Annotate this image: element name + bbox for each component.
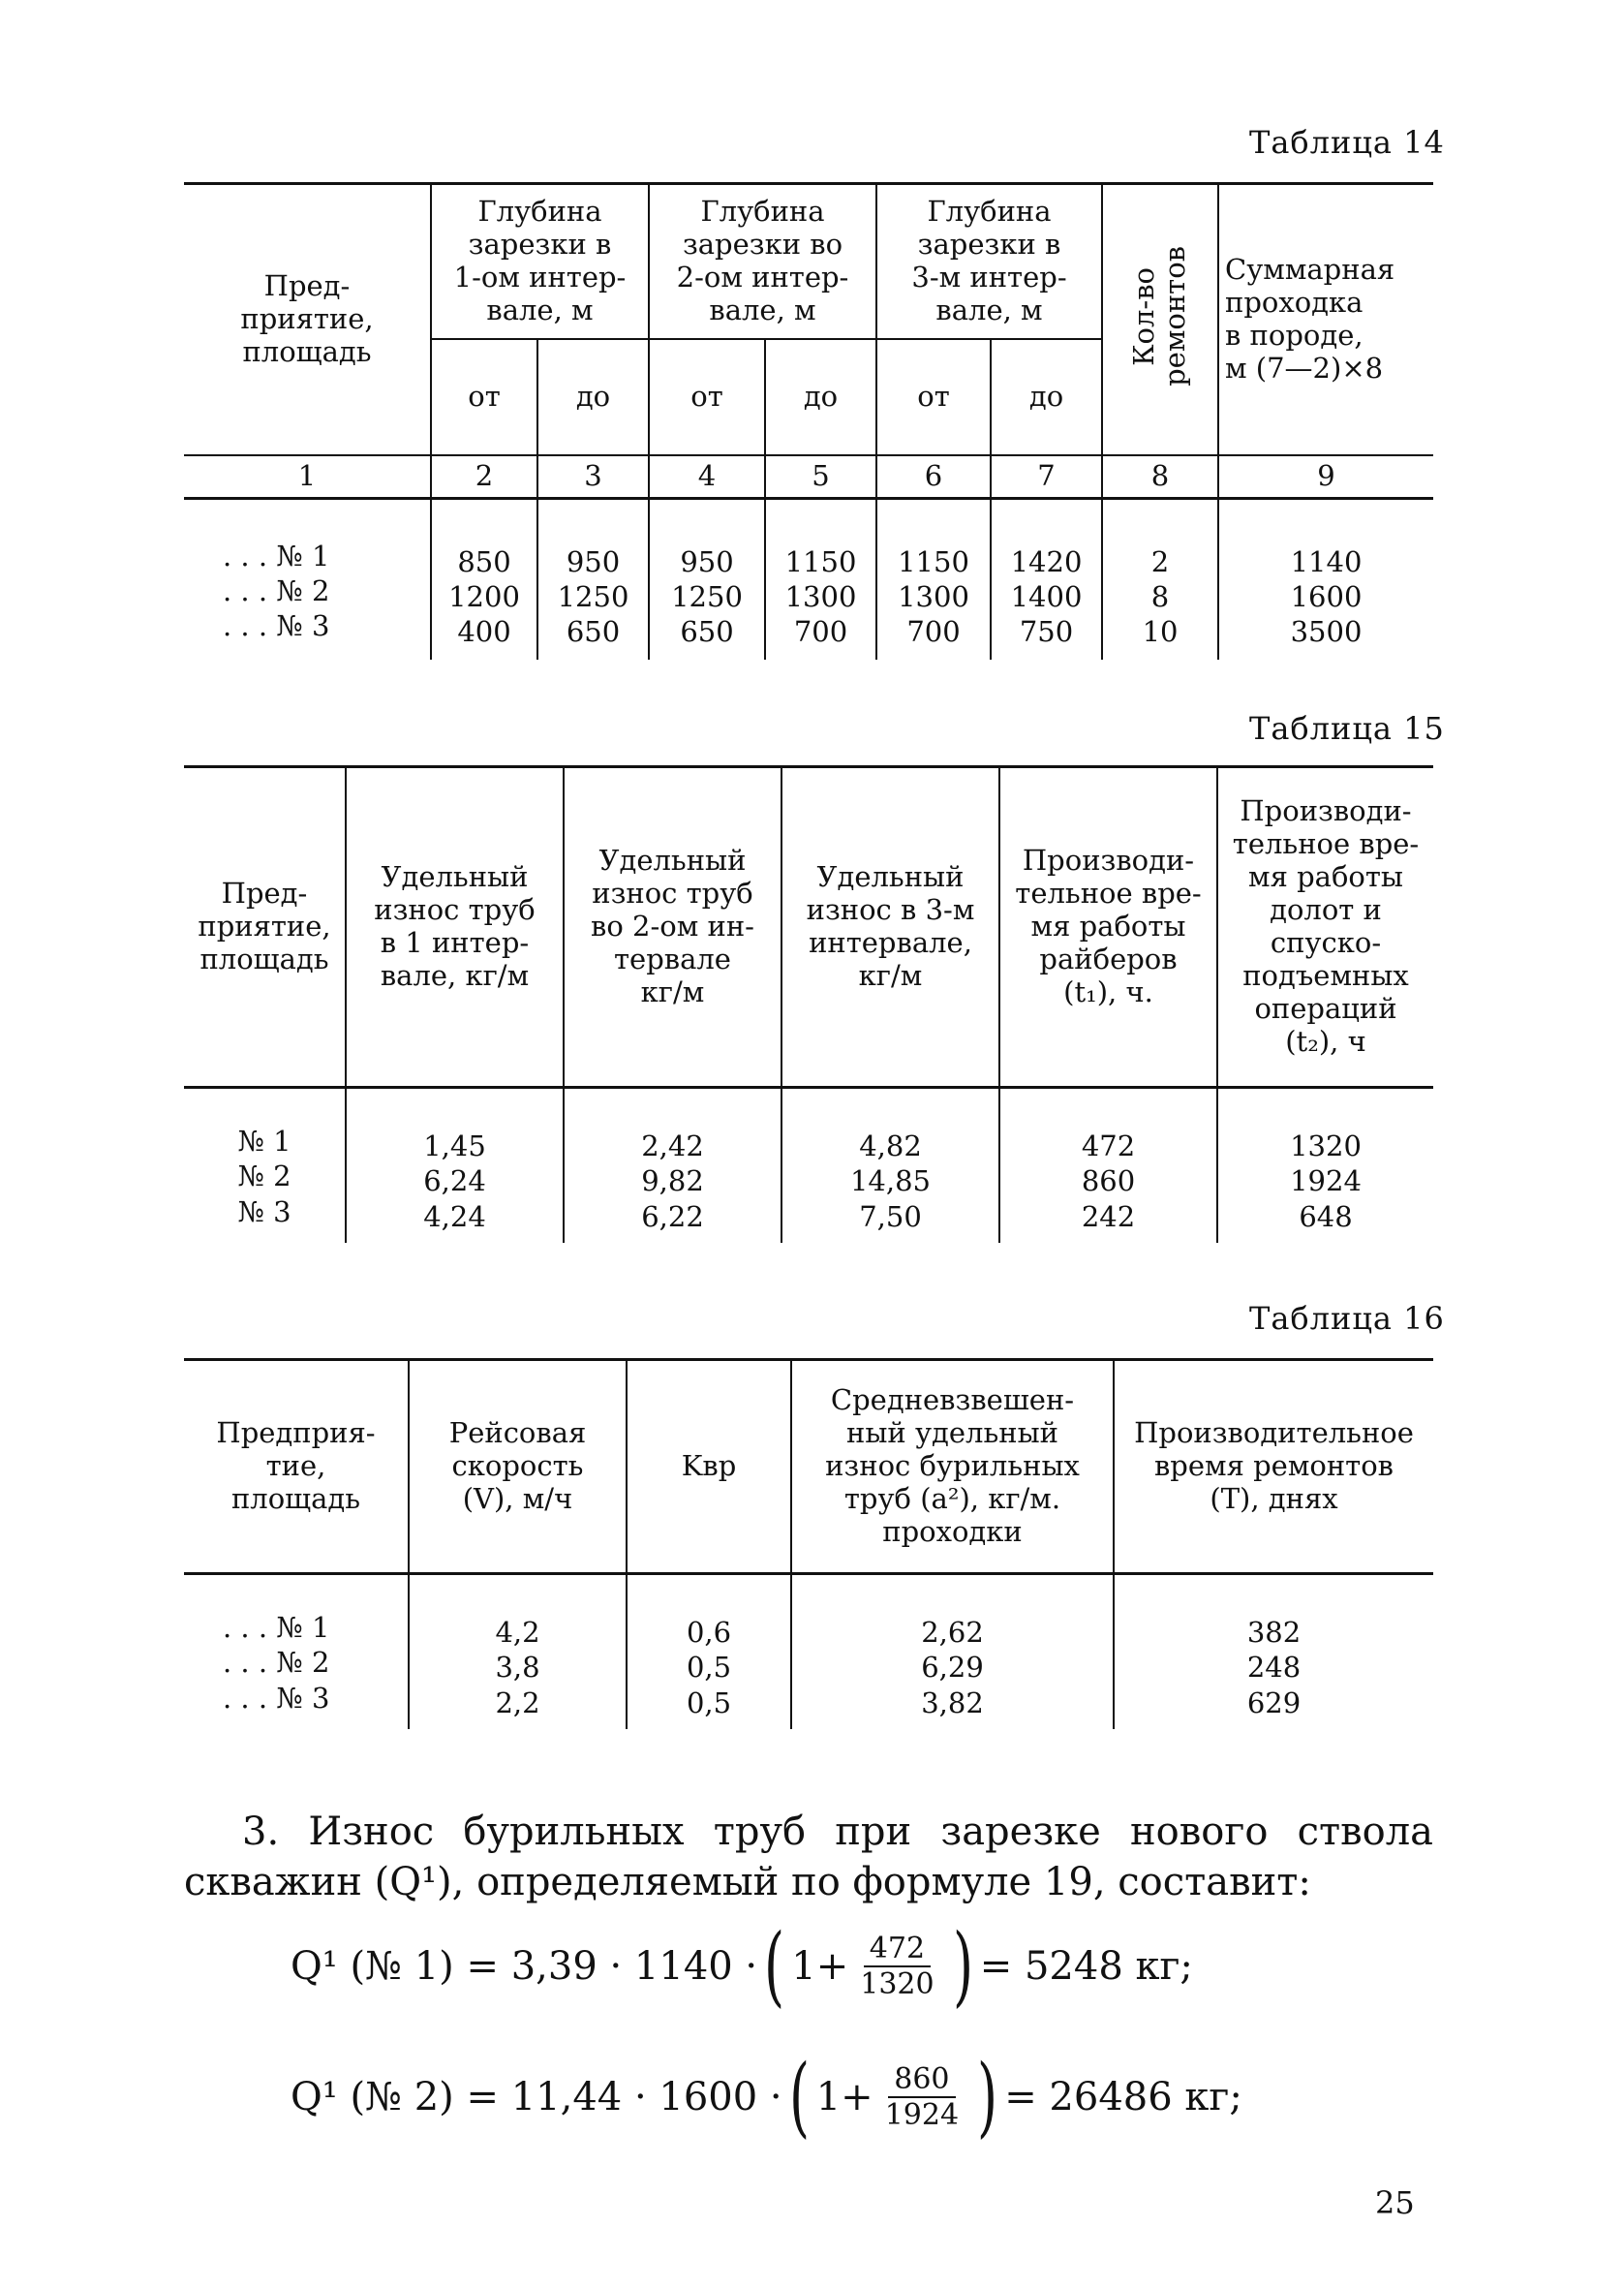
col-depth3-to: 1420 1400 750	[991, 498, 1102, 659]
header-to: до	[765, 339, 876, 455]
column-number: 6	[876, 455, 991, 498]
page-number: 25	[1375, 2184, 1415, 2221]
col-wear-1: 1,45 6,24 4,24	[346, 1088, 564, 1243]
table14-caption: Таблица 14	[1249, 124, 1445, 161]
left-paren: (	[764, 1915, 785, 2017]
col-reamer-time: 472 860 242	[999, 1088, 1217, 1243]
column-number: 4	[649, 455, 765, 498]
left-paren: (	[788, 2046, 810, 2148]
col-repairs: 2 8 10	[1102, 498, 1218, 659]
formula-1	[291, 1915, 1193, 2017]
column-number: 5	[765, 455, 876, 498]
header-wear-interval-1: Удельный износ труб в 1 интер- вале, кг/м	[346, 767, 564, 1088]
numerator: 472	[864, 1932, 931, 1967]
header-depth-interval-2: Глубина зарезки во 2-ом интер- вале, м	[649, 184, 876, 340]
denominator: 1320	[860, 1967, 935, 2001]
paragraph: 3. Износ бурильных труб при зарезке нового ствола скважин (Q¹), определяемый по формуле 19, составит:	[184, 1810, 1433, 1904]
header-depth-interval-1: Глубина зарезки в 1-ом интер- вале, м	[431, 184, 649, 340]
col-weighted-wear: 2,62 6,29 3,82	[791, 1574, 1114, 1729]
header-kvr: Kвр	[627, 1360, 791, 1574]
column-number: 2	[431, 455, 537, 498]
col-repair-time: 382 248 629	[1114, 1574, 1433, 1729]
col-depth2-to: 1150 1300 700	[765, 498, 876, 659]
denominator: 1924	[884, 2098, 960, 2132]
header-repair-time: Производительное время ремонтов (Т), днях	[1114, 1360, 1433, 1574]
header-wear-interval-2: Удельный износ труб во 2-ом ин- тервале кг/м	[564, 767, 781, 1088]
header-repairs-cell	[1102, 184, 1218, 456]
table-16	[184, 1358, 1433, 1729]
col-wear-3: 4,82 14,85 7,50	[781, 1088, 999, 1243]
header-trip-speed: Рейсовая скорость (V), м/ч	[409, 1360, 627, 1574]
right-paren: )	[952, 1915, 973, 2017]
header-total-drilling: Суммарная проходка в породе, м (7—2)×8	[1218, 184, 1433, 456]
column-number: 9	[1218, 455, 1433, 498]
header-repairs: Кол-во ремонтов	[1127, 245, 1192, 387]
row-names: . . . № 1 . . . № 2 . . . № 3	[223, 539, 330, 643]
table16-caption: Таблица 16	[1249, 1300, 1445, 1337]
header-from: от	[649, 339, 765, 455]
header-bit-time: Производи- тельное вре- мя работы долот и спуско- подъемных операций (t₂), ч	[1217, 767, 1433, 1088]
row-names: . . . № 1 . . . № 2 . . . № 3	[223, 1611, 330, 1715]
header-wear-interval-3: Удельный износ в 3-м интервале, кг/м	[781, 767, 999, 1088]
formula-2-inner: 1+	[815, 2075, 873, 2119]
header-enterprise: Пред- приятие, площадь	[184, 184, 431, 456]
column-number: 8	[1102, 455, 1218, 498]
header-reamer-time: Производи- тельное вре- мя работы райберов (t₁), ч.	[999, 767, 1217, 1088]
formula-2-lhs: Q¹ (№ 2) = 11,44 · 1600 ·	[291, 2075, 782, 2119]
table-15	[184, 765, 1433, 1243]
formula-2-fraction	[879, 2062, 965, 2132]
formula-1-fraction	[854, 1932, 939, 2001]
column-number: 1	[184, 455, 431, 498]
column-number: 7	[991, 455, 1102, 498]
numerator: 860	[888, 2062, 955, 2098]
header-from: от	[876, 339, 991, 455]
header-depth-interval-3: Глубина зарезки в 3-м интер- вале, м	[876, 184, 1102, 340]
header-to: до	[991, 339, 1102, 455]
formula-1-rhs: = 5248 кг;	[979, 1944, 1193, 1989]
formula-2	[291, 2046, 1242, 2148]
formula-1-lhs: Q¹ (№ 1) = 3,39 · 1140 ·	[291, 1944, 758, 1989]
col-wear-2: 2,42 9,82 6,22	[564, 1088, 781, 1243]
col-depth1-to: 950 1250 650	[537, 498, 649, 659]
header-enterprise: Пред- приятие, площадь	[184, 767, 346, 1088]
col-trip-speed: 4,2 3,8 2,2	[409, 1574, 627, 1729]
header-to: до	[537, 339, 649, 455]
formula-2-rhs: = 26486 кг;	[1004, 2075, 1242, 2119]
col-depth2-from: 950 1250 650	[649, 498, 765, 659]
col-depth1-from: 850 1200 400	[431, 498, 537, 659]
table15-caption: Таблица 15	[1249, 710, 1445, 747]
header-enterprise: Предприя- тие, площадь	[184, 1360, 409, 1574]
col-kvr: 0,6 0,5 0,5	[627, 1574, 791, 1729]
header-weighted-wear: Средневзвешен- ный удельный износ бурильных труб (a²), кг/м. проходки	[791, 1360, 1114, 1574]
col-depth3-from: 1150 1300 700	[876, 498, 991, 659]
table-14	[184, 182, 1433, 660]
header-from: от	[431, 339, 537, 455]
right-paren: )	[977, 2046, 998, 2148]
column-number: 3	[537, 455, 649, 498]
row-names: № 1 № 2 № 3	[237, 1125, 291, 1228]
col-total: 1140 1600 3500	[1218, 498, 1433, 659]
col-bit-time: 1320 1924 648	[1217, 1088, 1433, 1243]
formula-1-inner: 1+	[791, 1944, 849, 1989]
